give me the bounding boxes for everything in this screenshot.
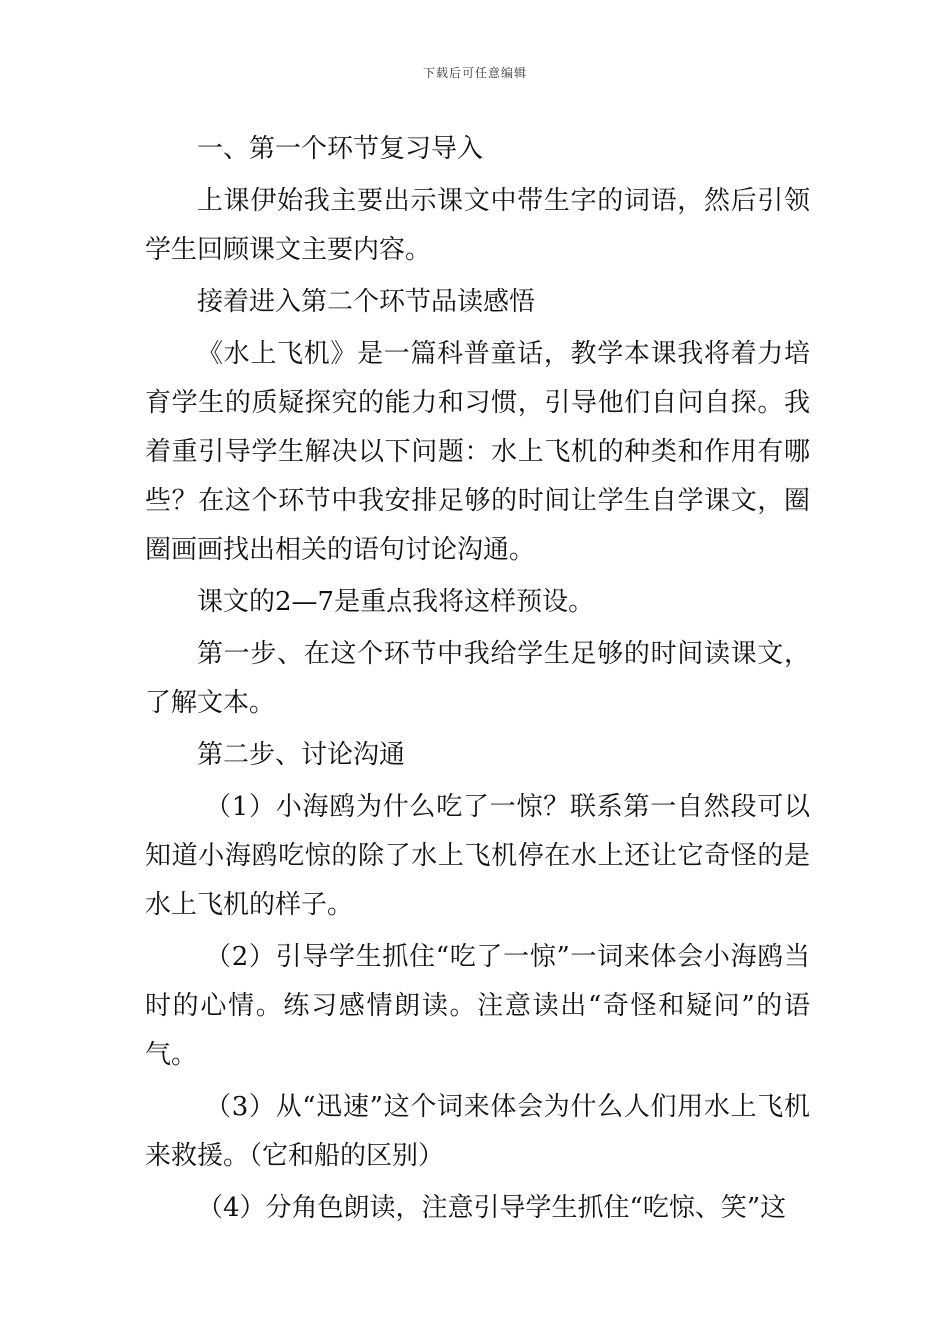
document-body: [145, 125, 810, 1236]
paragraph-7: 第二步、讨论沟通: [197, 740, 406, 770]
paragraph-10: （3）从“迅速”这个词来体会为什么人们用水上飞机来救援。（它和船的区别）: [145, 1092, 810, 1171]
paragraph-3: 接着进入第二个环节品读感悟: [197, 287, 536, 317]
page-header: 下载后可任意编辑: [422, 66, 527, 80]
paragraph-2: 上课伊始我主要出示课文中带生字的词语，然后引领学生回顾课文主要内容。: [145, 186, 810, 265]
paragraph-5: 课文的2—7是重点我将这样预设。: [197, 587, 595, 617]
paragraph-8: （1）小海鸥为什么吃了一惊？联系第一自然段可以知道小海鸥吃惊的除了水上飞机停在水上还让它奇怪的是水上飞机的样子。: [145, 792, 810, 920]
paragraph-4: 《水上飞机》是一篇科普童话，教学本课我将着力培育学生的质疑探究的能力和习惯，引导他们自问自探。我着重引导学生解决以下问题：水上飞机的种类和作用有哪些？在这个环节中我安排足够的时间让学生自学课文，圈圈画画找出相关的语句讨论沟通。: [145, 339, 810, 565]
paragraph-9: （2）引导学生抓住“吃了一惊”一词来体会小海鸥当时的心情。练习感情朗读。注意读出“奇怪和疑问”的语气。: [145, 942, 810, 1070]
paragraph-1: 一、第一个环节复习导入: [197, 134, 484, 164]
paragraph-6: 第一步、在这个环节中我给学生足够的时间读课文，了解文本。: [145, 639, 810, 718]
paragraph-11: （4）分角色朗读，注意引导学生抓住“吃惊、笑”这: [197, 1193, 787, 1223]
